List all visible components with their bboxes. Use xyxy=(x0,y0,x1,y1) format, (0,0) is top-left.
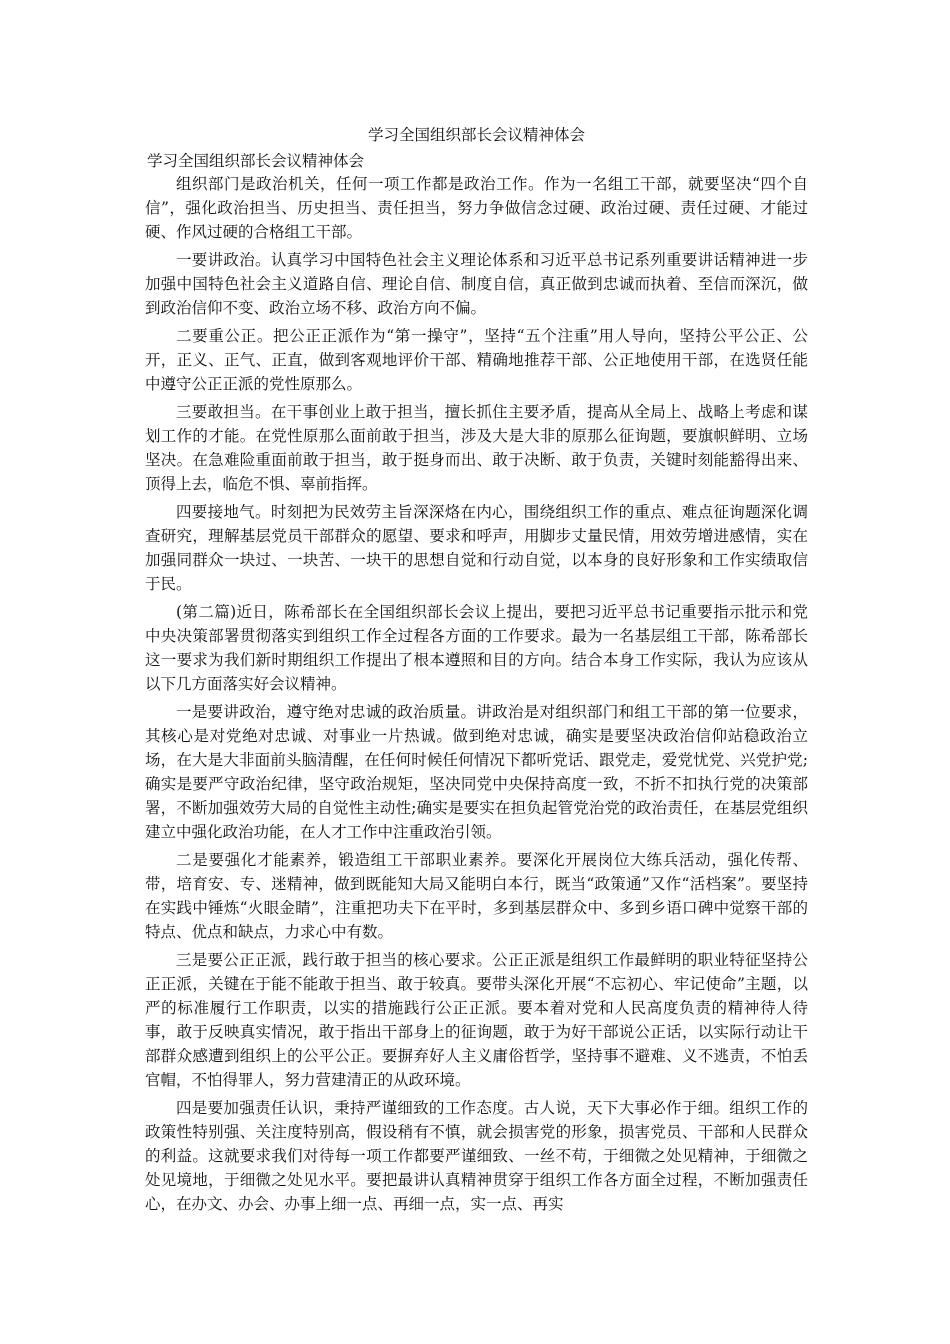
paragraph-point-three: 三是要公正正派，践行敢于担当的核心要求。公正正派是组织工作最鲜明的职业特征坚持公正正派，关键在于能不能敢于担当、敢于较真。要带头深化开展“不忘初心、牢记使命”主题，以严的标准履行工作职责，以实的措施践行公正正派。要本着对党和人民高度负责的精神待人待事，敢于反映真实情况，敢于指出干部身上的征询题，敢于为好干部说公正话，以实际行动让干部群众感遭到组织上的公平公正。要摒弃好人主义庸俗哲学，坚持事不避难、义不逃责，不怕丢官帽，不怕得罪人，努力营建清正的从政环境。 xyxy=(145,951,808,1089)
document-page xyxy=(145,124,808,1220)
paragraph-intro: 组织部门是政治机关，任何一项工作都是政治工作。作为一名组工干部，就要坚决“四个自信”，强化政治担当、历史担当、责任担当，努力争做信念过硬、政治过硬、责任过硬、才能过硬、作风过硬的合格组工干部。 xyxy=(145,175,808,241)
document-subtitle: 学习全国组织部长会议精神体会 xyxy=(147,152,365,170)
paragraph-point-two: 二是要强化才能素养，锻造组工干部职业素养。要深化开展岗位大练兵活动，强化传帮、带，培育安、专、迷精神，做到既能知大局又能明白本行，既当“政策通”又作“活档案”。要坚持在实践中锤炼“火眼金睛”，注重把功夫下在平时，多到基层群众中、多到乡语口碑中觉察干部的特点、优点和缺点，力求心中有数。 xyxy=(145,851,808,941)
paragraph-point-four: 四是要加强责任认识，秉持严谨细致的工作态度。古人说，天下大事必作于细。组织工作的政策性特别强、关注度特别高，假设稍有不慎，就会损害党的形象，损害党员、干部和人民群众的利益。这就要求我们对待每一项工作都要严谨细致、一丝不苟，于细微之处见精神，于细微之处见境地，于细微之处见水平。要把最讲认真精神贯穿于组织工作各方面全过程，不断加强责任心，在办文、办会、办事上细一点、再细一点，实一点、再实 xyxy=(145,1099,808,1213)
paragraph-politics: 一要讲政治。认真学习中国特色社会主义理论体系和习近平总书记系列重要讲话精神进一步加强中国特色社会主义道路自信、理论自信、制度自信，真正做到忠诚而执着、至信而深沉，做到政治信仰不变、政治立场不移、政治方向不偏。 xyxy=(145,251,808,317)
paragraph-responsibility: 三要敢担当。在干事创业上敢于担当，擅长抓住主要矛盾，提高从全局上、战略上考虑和谋划工作的才能。在党性原那么面前敢于担当，涉及大是大非的原那么征询题，要旗帜鲜明、立场坚决。在急难险重面前敢于担当，敢于挺身而出、敢于决断、敢于负责，关键时刻能豁得出来、顶得上去，临危不惧、辜前指挥。 xyxy=(145,403,808,493)
paragraph-second-article: (第二篇)近日，陈希部长在全国组织部长会议上提出，要把习近平总书记重要指示批示和党中央决策部署贯彻落实到组织工作全过程各方面的工作要求。最为一名基层组工干部，陈希部长这一要求为我们新时期组织工作提出了根本遵照和目的方向。结合本身工作实际，我认为应该从以下几方面落实好会议精神。 xyxy=(145,603,808,693)
paragraph-grassroots: 四要接地气。时刻把为民效劳主旨深深烙在内心，围绕组织工作的重点、难点征询题深化调查研究，理解基层党员干部群众的愿望、要求和呼声，用脚步丈量民情，用效劳增进感情，实在加强同群众一块过、一块苦、一块干的思想自觉和行动自觉，以本身的良好形象和工作实绩取信于民。 xyxy=(145,503,808,593)
document-title: 学习全国组织部长会议精神体会 xyxy=(367,126,585,144)
paragraph-point-one: 一是要讲政治，遵守绝对忠诚的政治质量。讲政治是对组织部门和组工干部的第一位要求，其核心是对党绝对忠诚、对事业一片热诚。做到绝对忠诚，确实是要坚决政治信仰站稳政治立场，在大是大非面前头脑清醒，在任何时候任何情况下都听党话、跟党走，爱党忧党、兴党护党;确实是要严守政治纪律，坚守政治规矩，坚决同党中央保持高度一致，不折不扣执行党的决策部署，不断加强效劳大局的自觉性主动性;确实是要实在担负起管党治党的政治责任，在基层党组织建立中强化政治功能，在人才工作中注重政治引领。 xyxy=(145,703,808,841)
paragraph-fairness: 二要重公正。把公正正派作为“第一操守”，坚持“五个注重”用人导向，坚持公平公正、公开，正义、正气、正直，做到客观地评价干部、精确地推荐干部、公正地使用干部，在选贤任能中遵守公正正派的党性原那么。 xyxy=(145,327,808,393)
